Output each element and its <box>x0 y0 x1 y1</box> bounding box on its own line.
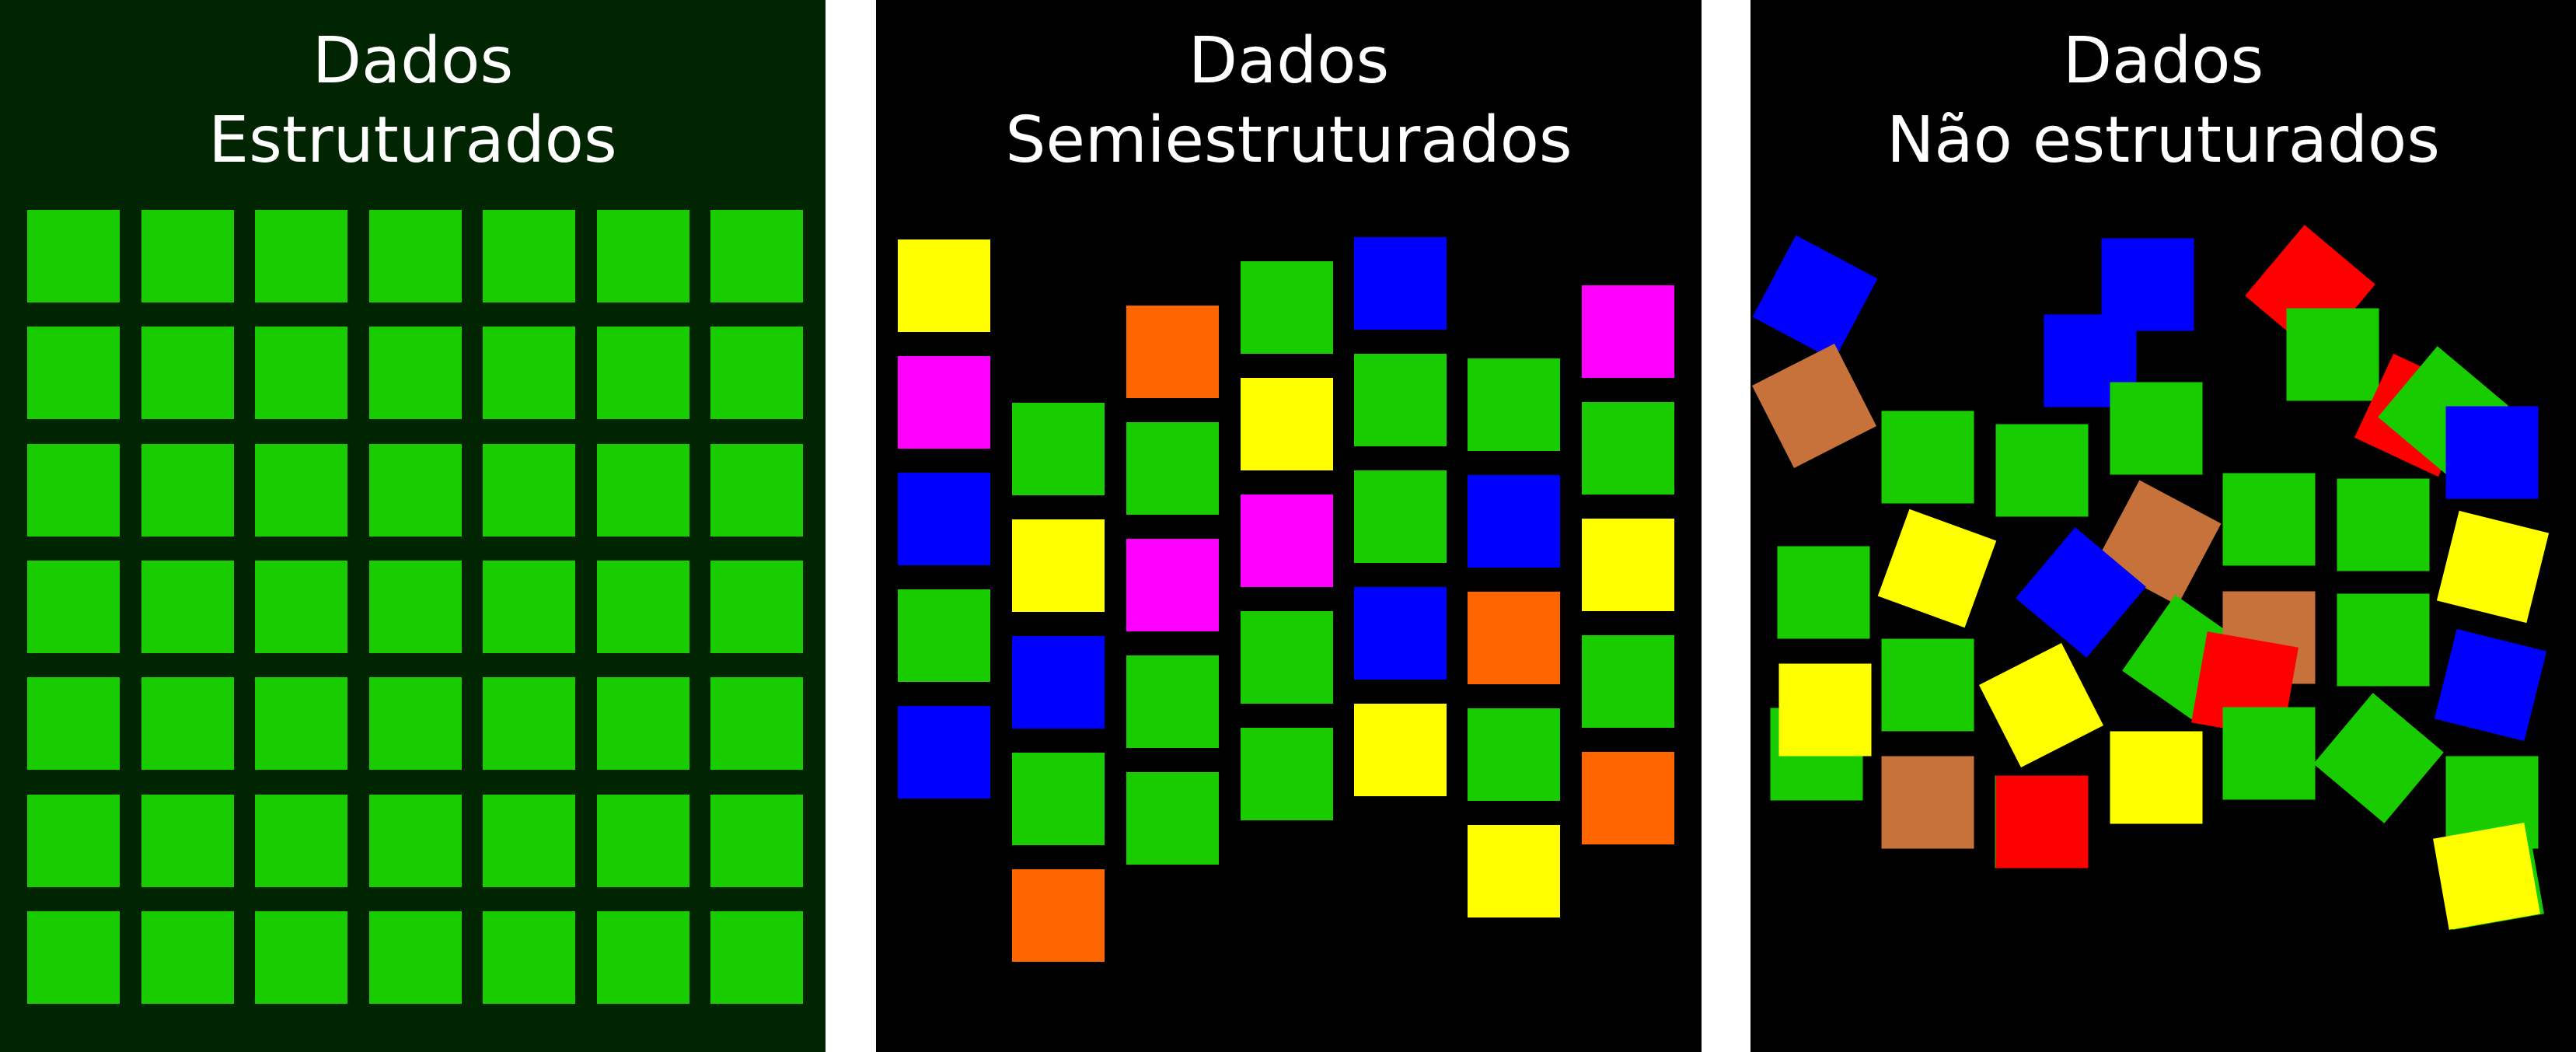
grid-square <box>597 561 689 653</box>
grid-square <box>710 911 803 1004</box>
scattered-square <box>1882 757 1974 849</box>
grid-square <box>27 677 120 770</box>
scattered-square <box>2223 708 2316 800</box>
column-square <box>1582 635 1674 728</box>
unstructured-squares <box>1750 0 2576 1052</box>
grid-square <box>141 561 234 653</box>
column-square <box>1012 753 1105 845</box>
grid-square <box>27 444 120 536</box>
grid-square <box>710 444 803 536</box>
grid-square <box>27 210 120 302</box>
grid-square <box>255 795 347 887</box>
column-square <box>1241 611 1333 704</box>
grid-square <box>597 327 689 419</box>
column-square <box>1126 422 1219 515</box>
grid-square <box>483 911 575 1004</box>
column-square <box>1582 752 1674 844</box>
column-square <box>1354 470 1447 563</box>
scattered-square <box>2337 479 2430 571</box>
grid-square <box>483 677 575 770</box>
column-square <box>898 356 990 449</box>
grid-square <box>369 561 462 653</box>
grid-square <box>369 911 462 1004</box>
title-line-2: Não estruturados <box>1887 103 2440 177</box>
grid-square <box>141 327 234 419</box>
title-line-1: Dados <box>1188 24 1390 98</box>
column-square <box>1126 539 1219 631</box>
grid-square <box>27 911 120 1004</box>
grid-square <box>597 444 689 536</box>
column-square <box>1012 403 1105 495</box>
grid-square <box>141 210 234 302</box>
column-square <box>1126 772 1219 865</box>
scattered-square <box>2110 383 2203 475</box>
column-square <box>1582 402 1674 495</box>
scattered-square <box>2435 629 2546 741</box>
grid-square <box>255 677 347 770</box>
grid-square <box>141 677 234 770</box>
grid-square <box>141 795 234 887</box>
scattered-square <box>1979 643 2103 767</box>
grid-square <box>27 327 120 419</box>
grid-square <box>710 561 803 653</box>
scattered-square <box>1996 425 2089 517</box>
column-square <box>898 473 990 565</box>
column-square <box>1468 475 1560 568</box>
grid-square <box>483 210 575 302</box>
grid-square <box>255 327 347 419</box>
panel-title-semistructured <box>876 22 1702 180</box>
column-square <box>1354 704 1447 796</box>
title-line-2: Estruturados <box>208 103 617 177</box>
scattered-square <box>2337 594 2430 687</box>
scattered-square <box>2223 474 2316 566</box>
title-line-1: Dados <box>312 24 514 98</box>
grid-square <box>27 795 120 887</box>
column-square <box>1468 592 1560 684</box>
column-square <box>1012 636 1105 729</box>
scattered-square <box>2313 693 2444 823</box>
scattered-square <box>1753 236 1878 361</box>
column-square <box>1354 587 1447 680</box>
column-square <box>898 589 990 682</box>
grid-square <box>255 210 347 302</box>
column-square <box>1012 869 1105 962</box>
grid-square <box>369 677 462 770</box>
scattered-square <box>2110 732 2203 824</box>
grid-square <box>483 795 575 887</box>
column-square <box>1241 261 1333 354</box>
column-square <box>1012 519 1105 612</box>
grid-square <box>255 561 347 653</box>
scattered-square <box>1882 639 1974 732</box>
column-square <box>1468 825 1560 917</box>
scattered-square <box>2433 823 2540 930</box>
grid-square <box>141 911 234 1004</box>
column-square <box>1468 358 1560 451</box>
scattered-square <box>1752 344 1876 468</box>
scattered-square <box>1779 664 1872 757</box>
column-square <box>1241 495 1333 587</box>
grid-square <box>483 444 575 536</box>
panel-title-structured <box>0 22 826 180</box>
column-square <box>1354 237 1447 330</box>
title-line-1: Dados <box>2062 24 2264 98</box>
column-square <box>1354 354 1447 446</box>
grid-square <box>369 795 462 887</box>
grid-square <box>710 327 803 419</box>
column-square <box>1468 708 1560 801</box>
column-square <box>1126 655 1219 748</box>
scattered-square <box>1778 547 1870 639</box>
column-square <box>898 239 990 332</box>
column-square <box>898 706 990 799</box>
grid-square <box>369 444 462 536</box>
panel-unstructured <box>1750 0 2576 1052</box>
grid-square <box>255 444 347 536</box>
grid-square <box>597 911 689 1004</box>
grid-square <box>483 561 575 653</box>
column-square <box>1241 728 1333 820</box>
scattered-square <box>2446 407 2539 499</box>
grid-square <box>141 444 234 536</box>
column-square <box>1241 378 1333 470</box>
column-square <box>1582 285 1674 378</box>
grid-square <box>710 210 803 302</box>
grid-square <box>597 677 689 770</box>
grid-square <box>255 911 347 1004</box>
title-line-2: Semiestruturados <box>1005 103 1572 177</box>
grid-square <box>597 210 689 302</box>
scattered-square <box>1996 776 2089 869</box>
grid-square <box>369 210 462 302</box>
column-square <box>1126 306 1219 398</box>
grid-square <box>27 561 120 653</box>
grid-square <box>597 795 689 887</box>
column-square <box>1582 519 1674 611</box>
panel-semistructured <box>876 0 1702 1052</box>
grid-square <box>369 327 462 419</box>
scattered-square <box>1882 411 1974 504</box>
scattered-square <box>1878 509 1997 628</box>
grid-square <box>483 327 575 419</box>
grid-square <box>710 677 803 770</box>
scattered-square <box>2287 309 2379 401</box>
panel-structured <box>0 0 826 1052</box>
scattered-square <box>2437 511 2549 623</box>
grid-square <box>710 795 803 887</box>
